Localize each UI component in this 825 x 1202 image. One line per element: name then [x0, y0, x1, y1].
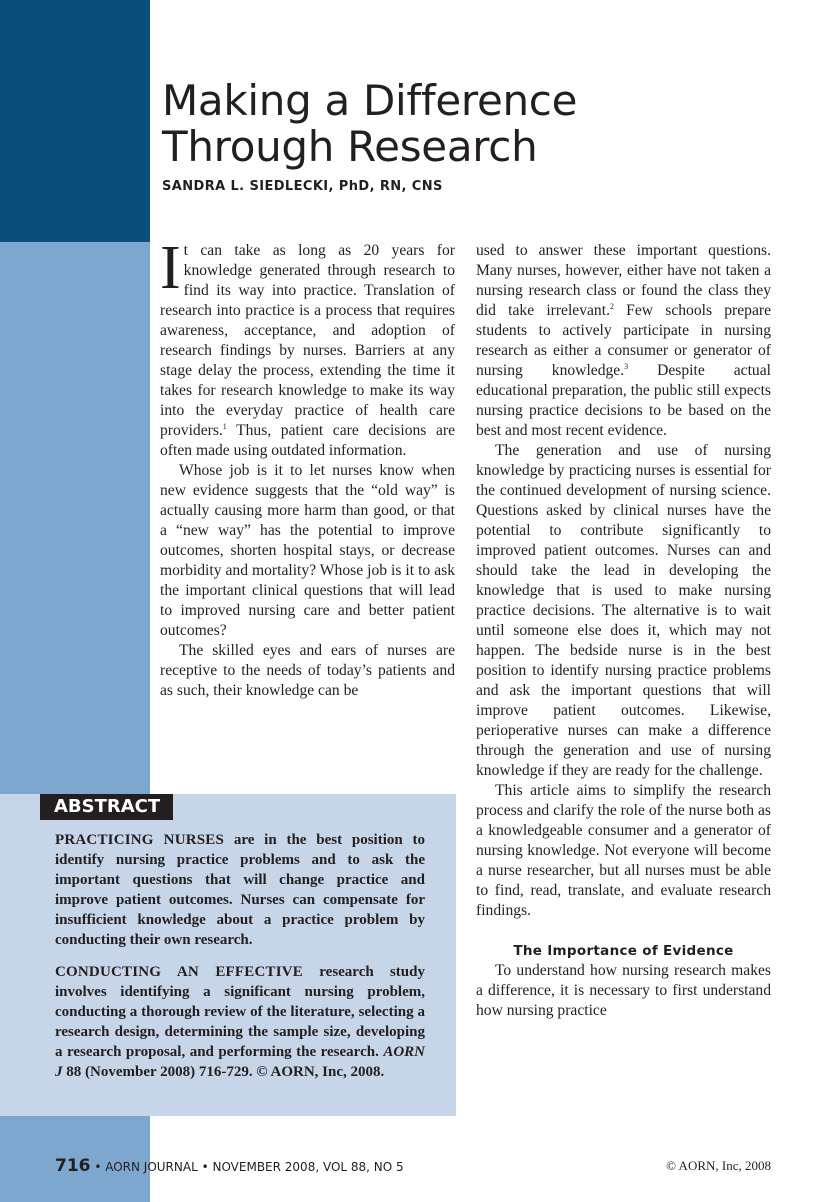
title-line-1: Making a Difference: [162, 76, 578, 125]
paragraph-text: used to answer these important questions. Many nurses, however, either have not taken a nursing research class or found the class they did take irrelevant.: [476, 242, 771, 319]
abstract-lead: CONDUCTING AN EFFECTIVE: [55, 964, 303, 980]
body-column-right: [476, 241, 771, 1021]
paragraph: To understand how nursing research makes a difference, it is necessary to first understand how nursing practice: [476, 962, 771, 1019]
abstract-paragraph: [55, 962, 425, 1082]
body-column-left: [160, 234, 455, 701]
footer-copyright: © AORN, Inc, 2008: [666, 1158, 771, 1173]
paragraph: This article aims to simplify the research process and clarify the role of the nurse both as a knowledgeable consumer and a generator of nursing knowledge. Not everyone will become a nurse researcher, but all nurses must be able to find, read, translate, and evaluate research findings.: [476, 782, 771, 919]
abstract-text: [55, 830, 425, 1094]
author-byline: SANDRA L. SIEDLECKI, PhD, RN, CNS: [162, 179, 443, 194]
paragraph: The generation and use of nursing knowledge by practicing nurses is essential for the continued development of nursing science. Questions asked by clinical nurses have the potential to contribute significantly to improved patient outcomes. Nurses can and should take the lead in developing the knowledge that is used to make nursing practice decisions. The alternative is to wait until someone else does it, which may not happen. The bedside nurse is in the best position to identify nursing practice problems and ask the important questions that will improve patient outcomes. Likewise, perioperative nurses can make a difference through the generation and use of nursing knowledge if they are ready for the challenge.: [476, 442, 771, 779]
reference-superscript: 1: [222, 422, 227, 431]
article-title: [162, 78, 782, 170]
paragraph-text: Few schools prepare students to actively participate in nursing research as either a consumer or generator of nursing knowledge.: [476, 302, 771, 379]
paragraph: [476, 241, 771, 441]
paragraph: Whose job is it to let nurses know when new evidence suggests that the “old way” is actually causing more harm than good, or that a “new way” has the potential to improve outcomes, shorten hospital stays, or decrease morbidity and mortality? Whose job is it to ask the important clinical questions that will lead to improved nursing care and better patient outcomes?: [160, 462, 455, 639]
abstract-paragraph: [55, 830, 425, 950]
abstract-body: research study involves identifying a significant nursing problem, conducting a thorough review of the literature, selecting a research design, determining the sample size, developing a research proposal, and performing the research.: [55, 964, 425, 1060]
abstract-label: ABSTRACT: [40, 794, 173, 820]
page-number: 716: [55, 1156, 91, 1176]
paragraph: The skilled eyes and ears of nurses are receptive to the needs of today’s patients and as such, their knowledge can be: [160, 642, 455, 699]
paragraph-text: Thus, patient care decisions are often made using outdated information.: [160, 422, 455, 459]
paragraph-text: t can take as long as 20 years for knowledge generated through research to find its way into practice. Translation of research into practice is a process that requires awareness, acceptance, and adoption of research findings by nurses. Barriers at any stage delay the process, extending the time it takes for research knowledge to make its way into the everyday practice of health care providers.: [160, 242, 455, 439]
drop-cap: I: [160, 234, 181, 302]
reference-superscript: 3: [624, 362, 629, 371]
header-color-band: [0, 0, 150, 242]
paragraph-text: Despite actual educational preparation, the public still expects nursing practice decisions to be based on the best and most recent evidence.: [476, 362, 771, 439]
title-line-2: Through Research: [162, 122, 538, 171]
abstract-body: are in the best position to identify nursing practice problems and to ask the important questions that will change practice and improve patient outcomes. Nurses can compensate for insufficient knowledge about a practice problem by conducting their own research.: [55, 832, 425, 948]
journal-info: • AORN JOURNAL • NOVEMBER 2008, VOL 88, NO 5: [90, 1160, 404, 1174]
citation: 88 (November 2008) 716-729. © AORN, Inc, 2008.: [62, 1064, 385, 1080]
paragraph: [160, 234, 455, 461]
reference-superscript: 2: [609, 302, 614, 311]
page-footer: [55, 1156, 404, 1176]
section-heading: The Importance of Evidence: [513, 943, 734, 959]
journal-abbrev: AORN J: [55, 1044, 425, 1080]
abstract-lead: PRACTICING NURSES: [55, 832, 225, 848]
